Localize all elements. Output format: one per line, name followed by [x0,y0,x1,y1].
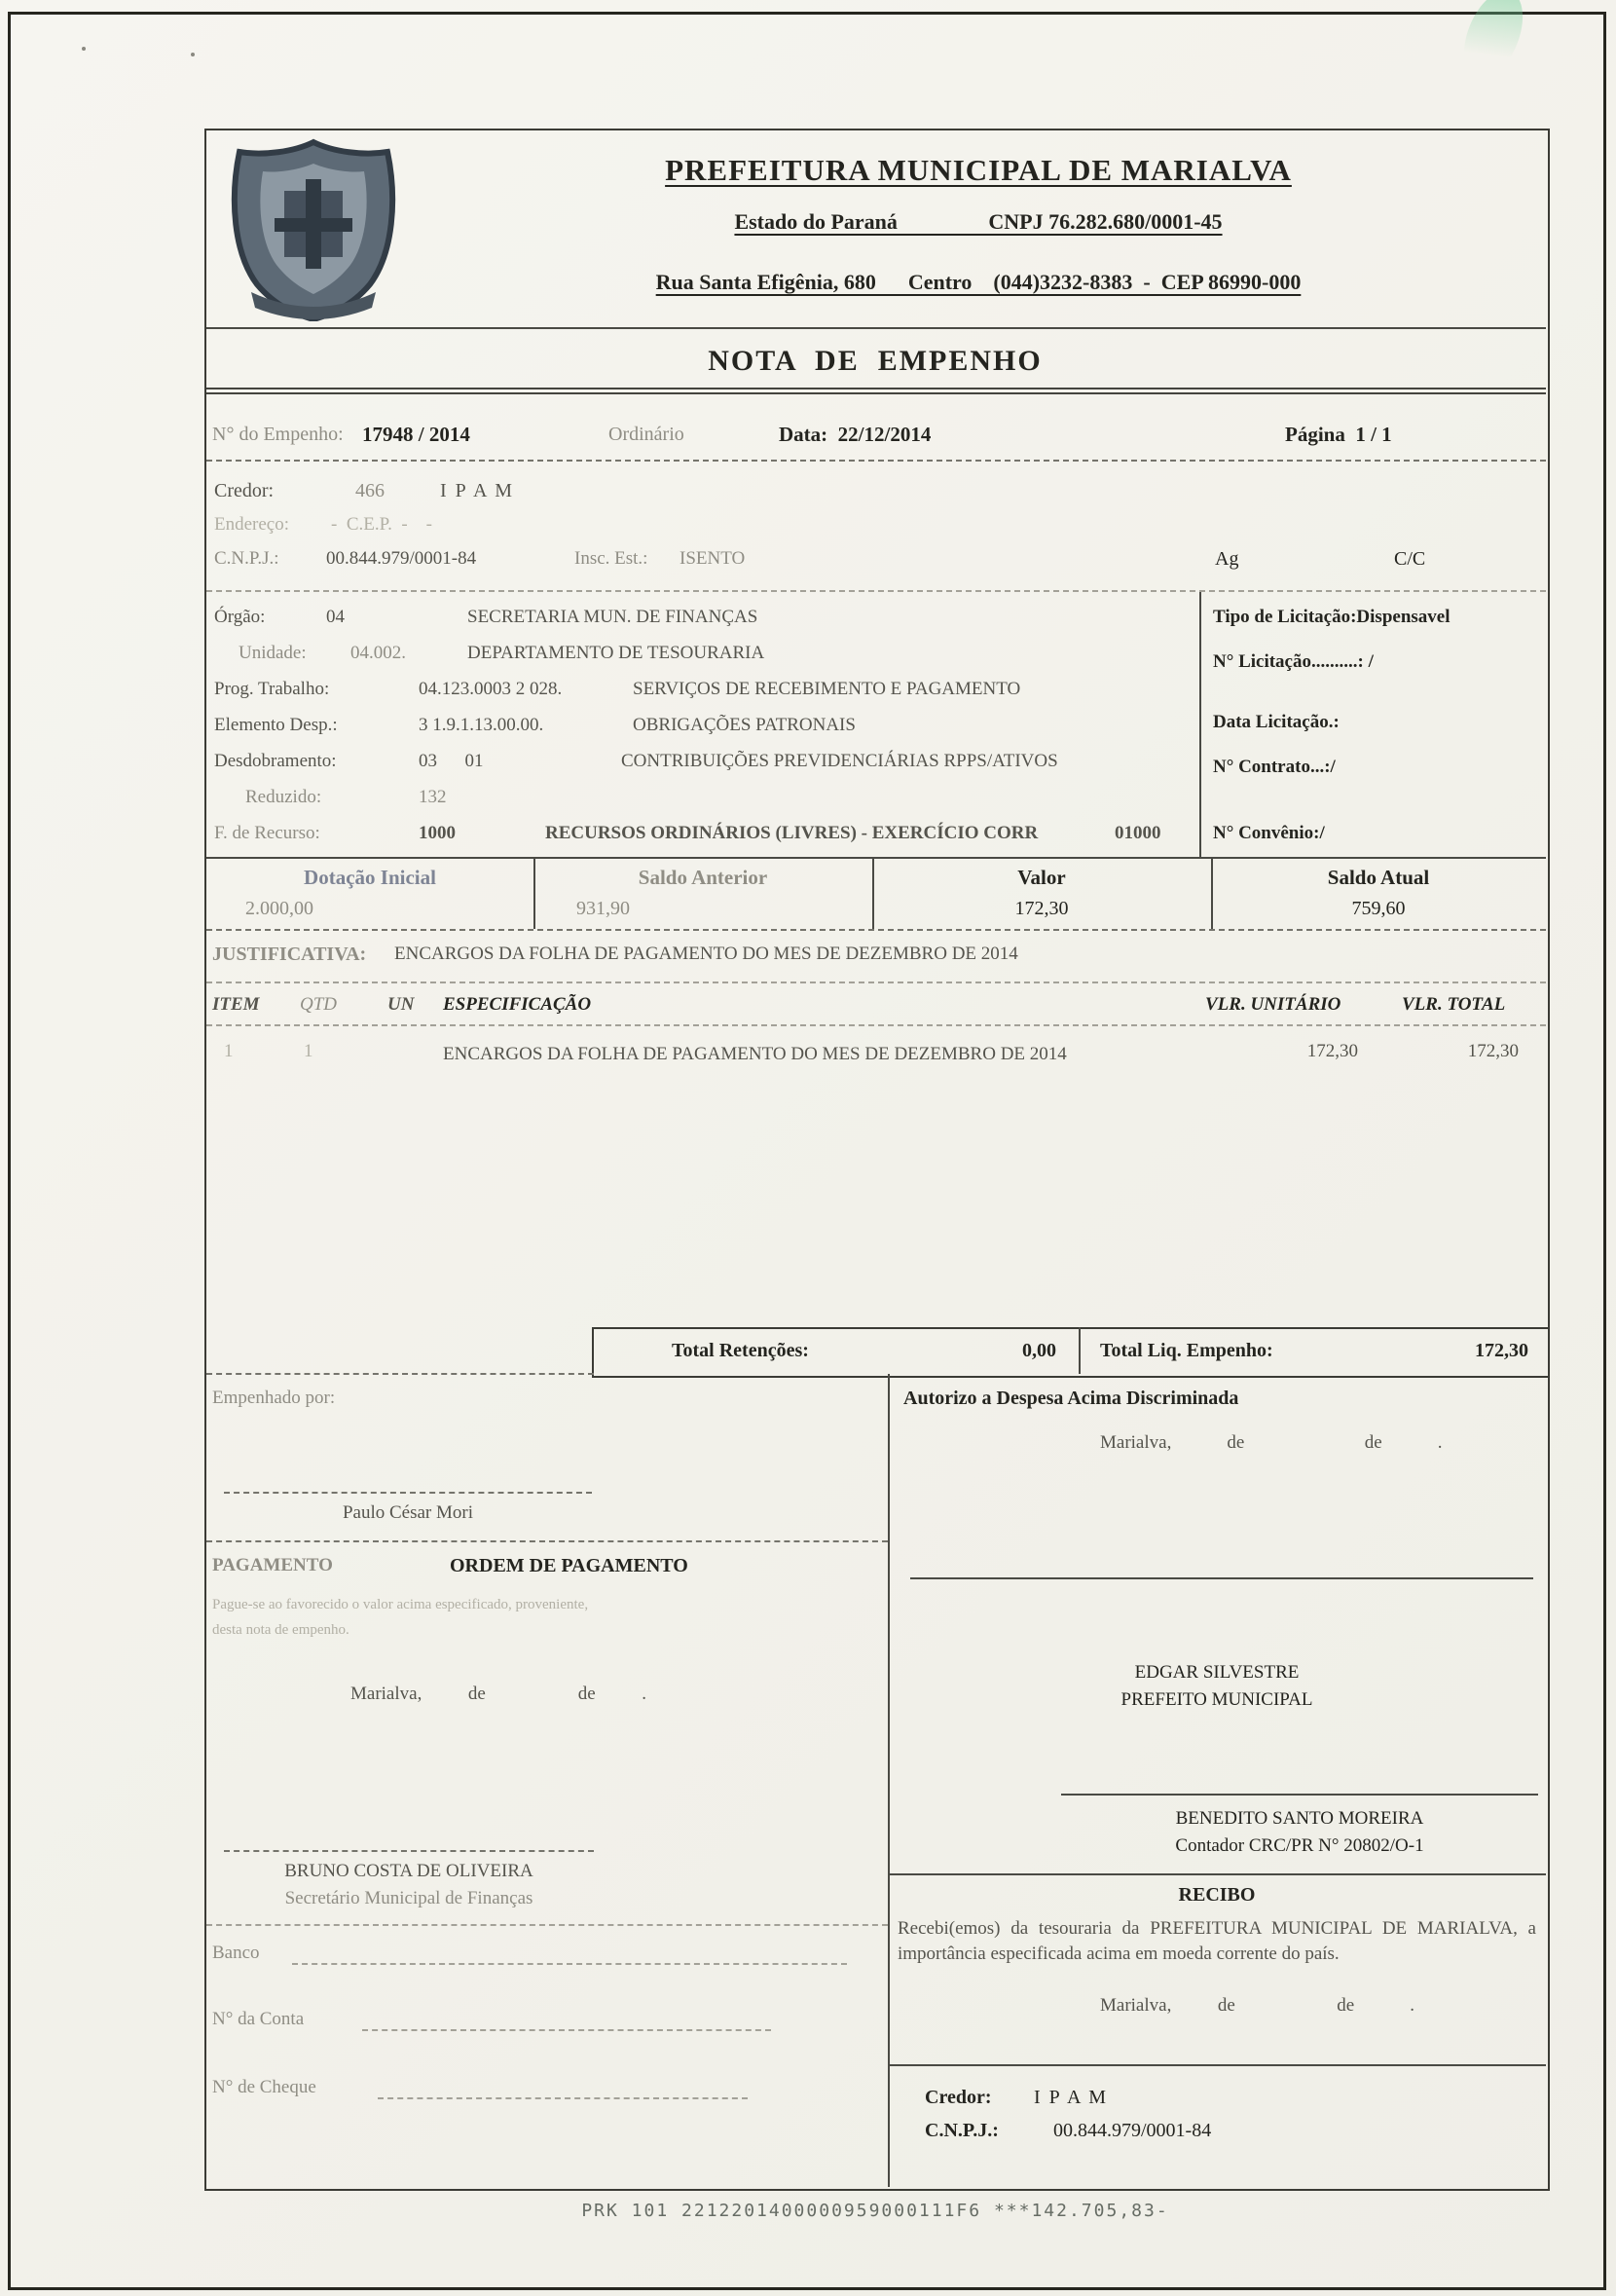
licitacao-data: Data Licitação.: [1213,712,1340,732]
item-number: 1 [224,1041,234,1061]
prog-trabalho-code: 04.123.0003 2 028. [419,679,563,699]
dotacao-inicial-value: 2.000,00 [245,898,313,919]
credor-name: I P A M [440,480,515,501]
banco-label: Banco [212,1943,260,1963]
secretario-signature-name: BRUNO COSTA DE OLIVEIRA [284,1861,533,1881]
orgao-code: 04 [326,607,345,627]
elemento-desp-code: 3 1.9.1.13.00.00. [419,715,544,735]
total-retencoes-label: Total Retenções: [672,1340,809,1361]
elemento-desp-desc: OBRIGAÇÕES PATRONAIS [633,715,856,735]
contador-title: Contador CRC/PR N° 20802/O-1 [1175,1835,1424,1856]
orgao-label: Órgão: [214,607,266,627]
total-retencoes-value: 0,00 [1022,1340,1056,1361]
item-qty: 1 [304,1041,313,1061]
empenho-number-value: 17948 / 2014 [362,423,470,446]
prog-trabalho-label: Prog. Trabalho: [214,679,330,699]
total-liq-label: Total Liq. Empenho: [1100,1340,1273,1361]
separator-dashed [206,460,1546,462]
contador-signature-line [1061,1794,1538,1796]
desdobramento-desc: CONTRIBUIÇÕES PREVIDENCIÁRIAS RPPS/ATIVOS [621,751,1058,771]
empenhado-por-label: Empenhado por: [212,1388,336,1408]
doc-title: NOTA DE EMPENHO [708,345,1043,377]
doc-title-double-rule [206,388,1546,394]
signature-line [224,1850,594,1852]
saldos-top-line [206,857,1546,859]
credor-address-value: - C.E.P. - - [331,514,432,535]
fonte-recurso-label: F. de Recurso: [214,823,320,843]
fonte-recurso-desc: RECURSOS ORDINÁRIOS (LIVRES) - EXERCÍCIO CORR [545,823,1039,843]
secretario-title: Secretário Municipal de Finanças [284,1888,533,1908]
separator-dashed [206,981,1546,983]
credor-code: 466 [355,480,385,501]
scan-dot [82,47,86,51]
credor-label: Credor: [214,480,275,501]
valor-value: 172,30 [1014,898,1069,919]
separator-dashed [206,1924,888,1926]
valor-header: Valor [1017,866,1066,889]
items-header-espec: ESPECIFICAÇÃO [443,994,592,1015]
recibo-title: RECIBO [1178,1884,1256,1906]
items-header-item: ITEM [212,994,260,1015]
separator-dashed [206,929,1546,931]
credor-insc-value: ISENTO [679,548,746,569]
credor-account-label: C/C [1394,548,1426,570]
recibo-date-line: Marialva, de de . [1100,1995,1414,2016]
contador-name: BENEDITO SANTO MOREIRA [1175,1808,1424,1829]
recibo-cnpj-label: C.N.P.J.: [925,2120,999,2141]
org-address-line: Rua Santa Efigênia, 680 Centro (044)3232-8383 - CEP 86990-000 [655,270,1302,294]
dotacao-inicial-header: Dotação Inicial [304,866,436,889]
prog-trabalho-desc: SERVIÇOS DE RECEBIMENTO E PAGAMENTO [633,679,1021,699]
desdobramento-code: 03 01 [419,751,484,771]
prefeito-title: PREFEITO MUNICIPAL [1120,1689,1313,1710]
credor-insc-label: Insc. Est.: [574,548,648,569]
marialva-coat-of-arms-logo [216,136,411,321]
cheque-fill-line [378,2097,748,2099]
ordem-pagamento-title: ORDEM DE PAGAMENTO [450,1555,688,1576]
ordem-pagamento-text: Pague-se ao favorecido o valor acima especificado, proveniente, desta nota de empenho. [212,1597,589,1638]
licitacao-contrato: N° Contrato...:/ [1213,757,1336,777]
recibo-credor-value: I P A M [1034,2087,1109,2108]
desdobramento-label: Desdobramento: [214,751,337,771]
orgao-desc: SECRETARIA MUN. DE FINANÇAS [467,607,758,627]
empenho-date: Data: 22/12/2014 [779,423,932,446]
dot-matrix-validation-line: PRK 101 2212201400000959000111F6 ***142.705,83- [581,2201,1169,2221]
unidade-code: 04.002. [350,643,406,663]
ordem-pagamento-date-line: Marialva, de de . [350,1684,646,1704]
separator-dashed [206,1024,1546,1026]
conta-fill-line [362,2029,771,2031]
header-bottom-line [206,327,1546,329]
recibo-cnpj-value: 00.844.979/0001-84 [1053,2120,1212,2141]
saldo-atual-header: Saldo Atual [1327,866,1430,889]
saldo-anterior-header: Saldo Anterior [638,866,768,889]
licitacao-box-divider [1199,592,1201,857]
recibo-credor-label: Credor: [925,2087,992,2108]
unidade-label: Unidade: [239,643,307,663]
items-header-qtd: QTD [300,994,338,1015]
separator-dashed [206,1373,594,1375]
empenho-type: Ordinário [608,424,684,445]
empenhado-signature-name: Paulo César Mori [342,1502,474,1523]
recibo-top-line [888,1873,1546,1875]
licitacao-tipo: Tipo de Licitação:Dispensavel [1213,607,1451,627]
credor-cnpj-value: 00.844.979/0001-84 [326,548,477,569]
recibo-text: Recebi(emos) da tesouraria da PREFEITURA MUNICIPAL DE MARIALVA, a importância especificada acima em moeda corrente do país. [898,1918,1536,1964]
total-liq-value: 172,30 [1475,1340,1528,1361]
org-state-cnpj: Estado do Paraná CNPJ 76.282.680/0001-45 [734,209,1223,234]
autorizo-date-line: Marialva, de de . [1100,1432,1443,1453]
cheque-label: N° de Cheque [212,2077,316,2097]
prefeito-name: EDGAR SILVESTRE [1134,1662,1300,1683]
items-header-total: VLR. TOTAL [1402,994,1506,1015]
licitacao-convenio: N° Convênio:/ [1213,823,1325,843]
unidade-desc: DEPARTAMENTO DE TESOURARIA [467,643,765,663]
prefeito-signature-line [910,1577,1533,1579]
credor-agency-label: Ag [1215,548,1239,570]
fonte-recurso-code: 1000 [419,823,456,843]
items-header-unitario: VLR. UNITÁRIO [1205,994,1341,1015]
elemento-desp-label: Elemento Desp.: [214,715,338,735]
justificativa-label: JUSTIFICATIVA: [212,944,367,965]
items-header-un: UN [387,994,415,1015]
item-unit-value: 172,30 [1306,1041,1358,1061]
autorizo-title: Autorizo a Despesa Acima Discriminada [903,1388,1239,1409]
saldo-atual-value: 759,60 [1351,898,1406,919]
item-total-value: 172,30 [1467,1041,1519,1061]
credor-cnpj-label: C.N.P.J.: [214,548,279,569]
banco-fill-line [292,1963,847,1965]
justificativa-text: ENCARGOS DA FOLHA DE PAGAMENTO DO MES DE DEZEMBRO DE 2014 [394,944,1018,964]
empenho-page: Página 1 / 1 [1285,423,1392,446]
credor-box-top-line [888,2064,1546,2066]
totals-divider [1079,1327,1081,1374]
scan-dot [191,53,195,56]
saldo-anterior-value: 931,90 [576,898,630,919]
licitacao-numero: N° Licitação..........: / [1213,651,1374,672]
fonte-recurso-extra: 01000 [1115,823,1161,843]
credor-address-label: Endereço: [214,514,290,535]
reduzido-label: Reduzido: [245,787,322,807]
empenho-number-label: N° do Empenho: [212,424,344,445]
item-description: ENCARGOS DA FOLHA DE PAGAMENTO DO MES DE DEZEMBRO DE 2014 [443,1044,1067,1064]
separator-dashed [206,1540,888,1542]
conta-label: N° da Conta [212,2009,305,2029]
reduzido-code: 132 [419,787,447,807]
pagamento-section-label: PAGAMENTO [212,1555,333,1575]
separator-dashed [206,590,1546,592]
org-title: PREFEITURA MUNICIPAL DE MARIALVA [665,153,1292,187]
signature-line [224,1492,592,1494]
